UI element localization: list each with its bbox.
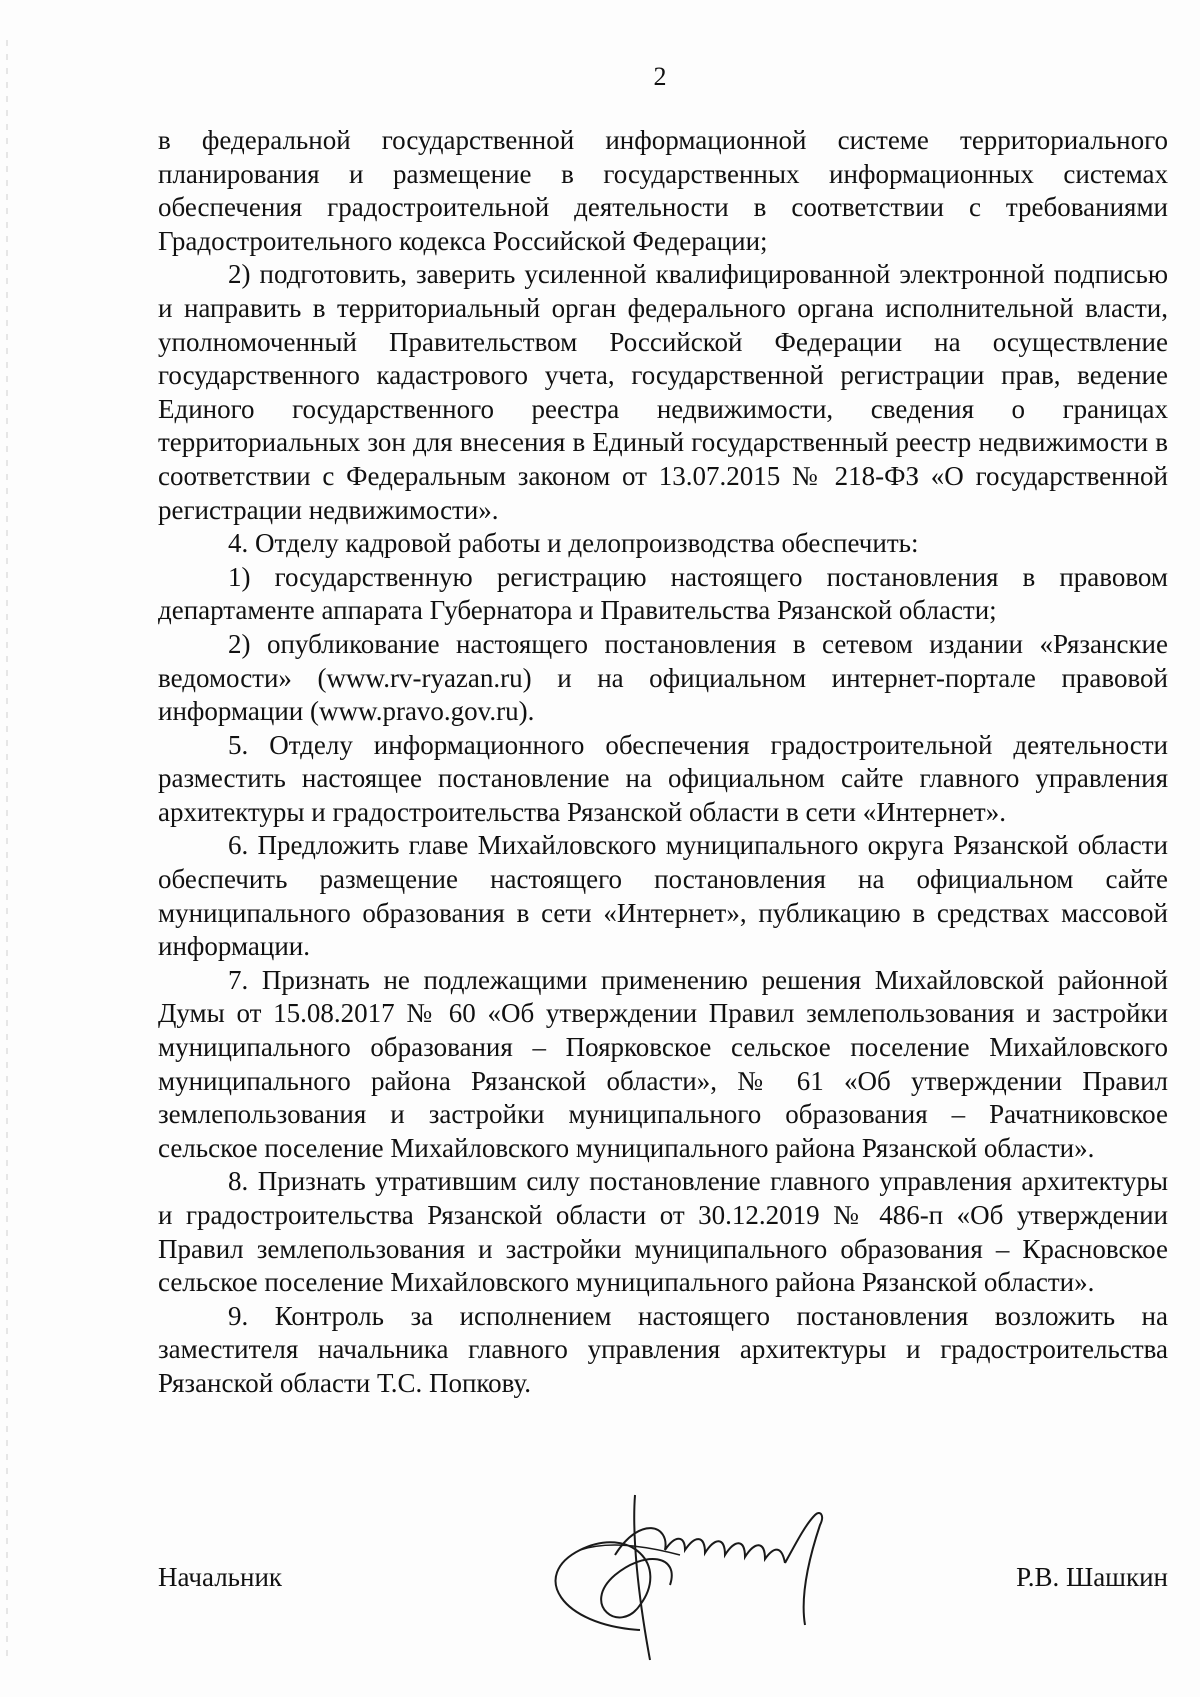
page-number: 2 xyxy=(653,62,667,91)
scan-edge-artifact xyxy=(6,40,8,1660)
paragraph-item-6: 6. Предложить главе Михайловского муниципального округа Рязанской области обеспечить размещение настоящего постановления на официальном сайте муниципального образования в сети «Интернет», публикацию в средствах массовой информации. xyxy=(158,830,1168,962)
paragraph-item-4-1: 1) государственную регистрацию настоящего постановления в правовом департаменте аппарата Губернатора и Правительства Рязанской области; xyxy=(158,561,1168,626)
paragraph-continuation: в федеральной государственной информационной системе территориального планирования и размещение в государственных информационных системах обеспечения градостроительной деятельности в соответствии с требованиями Градостроительного кодекса Российской Федерации; xyxy=(158,125,1168,256)
paragraph-item-8: 8. Признать утратившим силу постановление главного управления архитектуры и градостроительства Рязанской области от 30.12.2019 № 486-п «Об утверждении Правил землепользования и застройки муниципального образования – Красновское сельское поселение Михайловского муниципального района Рязанской области». xyxy=(158,1166,1168,1298)
paragraph-item-5: 5. Отделу информационного обеспечения градостроительной деятельности разместить настоящее постановление на официальном сайте главного управления архитектуры и градостроительства Рязанской области в сети «Интернет». xyxy=(158,729,1168,827)
paragraph-item-4-2: 2) опубликование настоящего постановления в сетевом издании «Рязанские ведомости» (www.rv-ryazan.ru) и на официальном интернет-портале правовой информации (www.pravo.gov.ru). xyxy=(158,628,1168,727)
signer-name: Р.В. Шашкин xyxy=(1016,1562,1168,1592)
signer-position: Начальник xyxy=(158,1562,283,1592)
paragraph-item-7: 7. Признать не подлежащими применению решения Михайловской районной Думы от 15.08.2017 № 60 «Об утверждении Правил землепользования и застройки муниципального образования – Поярковское сельское поселение Михайловского муниципального района Рязанской области», № 61 «Об утверждении Правил землепользования и застройки муниципального образования – Рачатниковское сельское поселение Михайловского муниципального района Рязанской области». xyxy=(158,964,1168,1163)
paragraph-item-3-2: 2) подготовить, заверить усиленной квалифицированной электронной подписью и направить в территориальный орган федерального органа исполнительной власти, уполномоченный Правительством Российской Федерации на осуществление государственного кадастрового учета, государственной регистрации прав, ведение Единого государственного реестра недвижимости, сведения о границах территориальных зон для внесения в Единый государственный реестр недвижимости в соответствии с Федеральным законом от 13.07.2015 № 218-ФЗ «О государственной регистрации недвижимости». xyxy=(158,259,1168,525)
paragraph-item-4: 4. Отделу кадровой работы и делопроизводства обеспечить: xyxy=(228,528,919,559)
signature-row xyxy=(158,1562,1168,1602)
document-body xyxy=(158,124,1168,1401)
paragraph-item-9: 9. Контроль за исполнением настоящего постановления возложить на заместителя начальника главного управления архитектуры и градостроительства Рязанской области Т.С. Попкову. xyxy=(158,1300,1168,1398)
